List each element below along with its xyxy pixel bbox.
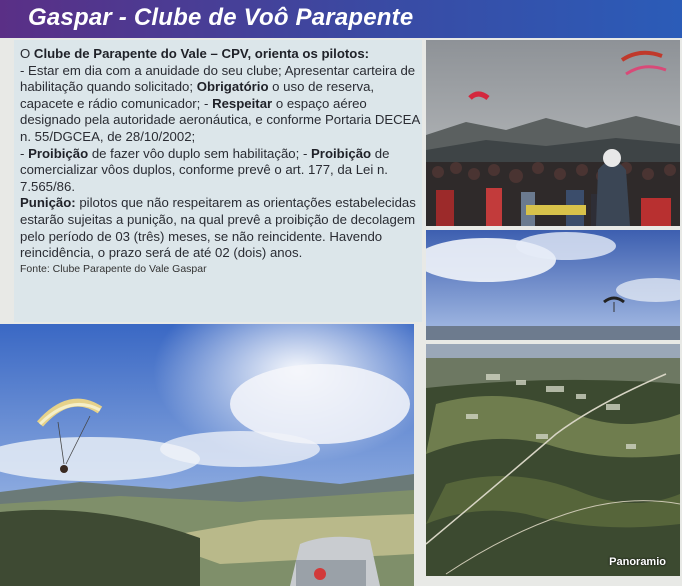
rule-4-text: de fazer vôo duplo sem habilitação; - xyxy=(88,145,312,161)
article-text xyxy=(20,46,420,276)
rule-5-text: de comercializar vôos duplos, conforme prevê o art. 177, da Lei n. 7.565/86. xyxy=(20,145,390,194)
paragliders-crowd-photo xyxy=(426,40,680,226)
rule-3-text: o espaço aéreo designado pela autoridade aeronáutica, e conforme Portaria DECEA n. 55/DGCEA, de 28/10/2002; xyxy=(20,95,420,144)
club-name: Clube de Parapente do Vale – CPV, orienta os pilotos: xyxy=(33,46,370,61)
paraglider-sky-photo xyxy=(426,230,680,340)
rule-2-text: o uso de reserva, capacete e rádio comunicador; - xyxy=(20,79,375,111)
rules-paragraph xyxy=(20,63,420,146)
rule-4-prefix: - xyxy=(20,145,29,161)
intro-text: O xyxy=(20,46,34,61)
aerial-landscape-photo xyxy=(426,344,680,576)
punishment-paragraph xyxy=(20,195,420,261)
rule-2-label: Obrigatório xyxy=(196,79,269,95)
rule-3-label: Respeitar xyxy=(212,95,273,111)
header-banner xyxy=(0,0,682,38)
prohibitions-paragraph xyxy=(20,146,420,196)
rule-5-label: Proibição xyxy=(311,145,372,161)
punishment-label: Punição: xyxy=(20,195,76,211)
article-box xyxy=(14,40,422,322)
rule-1-text: - Estar em dia com a anuidade do seu clube; Apresentar carteira de habilitação quando solicitado; xyxy=(20,62,416,95)
photo-credit: Panoramio xyxy=(609,556,666,568)
article-intro xyxy=(20,46,420,63)
punishment-text: pilotos que não respeitarem as orientações estabelecidas estarão sujeitas a punição, na qual prevê a proibição de decolagem pelo período de 03 (três) meses, se não reincidente. Havendo reincidência, o prazo será de até 02 (dois) anos. xyxy=(20,195,416,261)
paraglider-valley-photo xyxy=(0,324,414,586)
page-title: Gaspar - Clube de Voô Parapente xyxy=(28,4,414,31)
source-caption: Fonte: Clube Parapente do Vale Gaspar xyxy=(20,262,207,275)
rule-4-label: Proibição xyxy=(28,145,89,161)
